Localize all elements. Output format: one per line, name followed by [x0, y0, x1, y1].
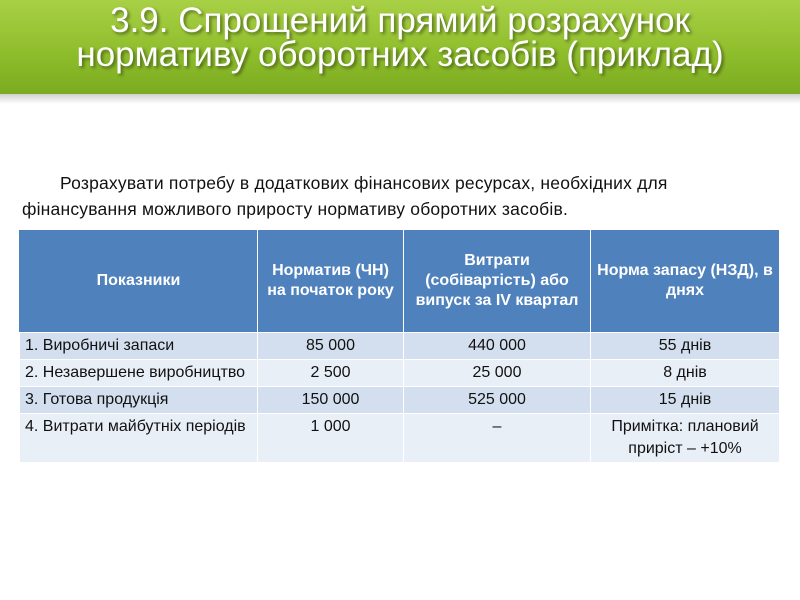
stock-days-cell: 8 днів — [591, 360, 780, 387]
row-label: 2. Незавершене виробництво — [20, 360, 258, 387]
stock-days-cell: 55 днів — [591, 333, 780, 360]
costs-q4-cell: 25 000 — [404, 360, 591, 387]
table-row — [20, 333, 780, 360]
slide-title: 3.9. Спрощений прямий розрахунок нормативу оборотних засобів (приклад) — [76, 1, 724, 74]
costs-q4-cell: – — [404, 414, 591, 463]
header-indicators: Показники — [20, 230, 258, 333]
header-stock-norm-days: Норма запасу (НЗД), в днях — [591, 230, 780, 333]
title-band — [0, 0, 800, 94]
data-table — [19, 229, 780, 463]
row-label: 4. Витрати майбутніх періодів — [20, 414, 258, 463]
norm-start-cell: 2 500 — [258, 360, 404, 387]
table-row — [20, 360, 780, 387]
norm-start-cell: 85 000 — [258, 333, 404, 360]
table-row — [20, 387, 780, 414]
norm-start-cell: 1 000 — [258, 414, 404, 463]
row-label: 3. Готова продукція — [20, 387, 258, 414]
header-costs-q4: Витрати (собівартість) або випуск за IV квартал — [404, 230, 591, 333]
costs-q4-cell: 440 000 — [404, 333, 591, 360]
row-label: 1. Виробничі запаси — [20, 333, 258, 360]
note-cell: Примітка: плановий приріст – +10% — [591, 414, 780, 463]
table-row — [20, 414, 780, 463]
header-norm-start: Норматив (ЧН) на початок року — [258, 230, 404, 333]
table-header-row — [20, 230, 780, 333]
stock-days-cell: 15 днів — [591, 387, 780, 414]
costs-q4-cell: 525 000 — [404, 387, 591, 414]
task-text: Розрахувати потребу в додаткових фінансових ресурсах, необхідних для фінансування можливого приросту нормативу оборотних засобів. — [22, 173, 668, 219]
norm-start-cell: 150 000 — [258, 387, 404, 414]
title-band-shadow — [0, 94, 800, 104]
